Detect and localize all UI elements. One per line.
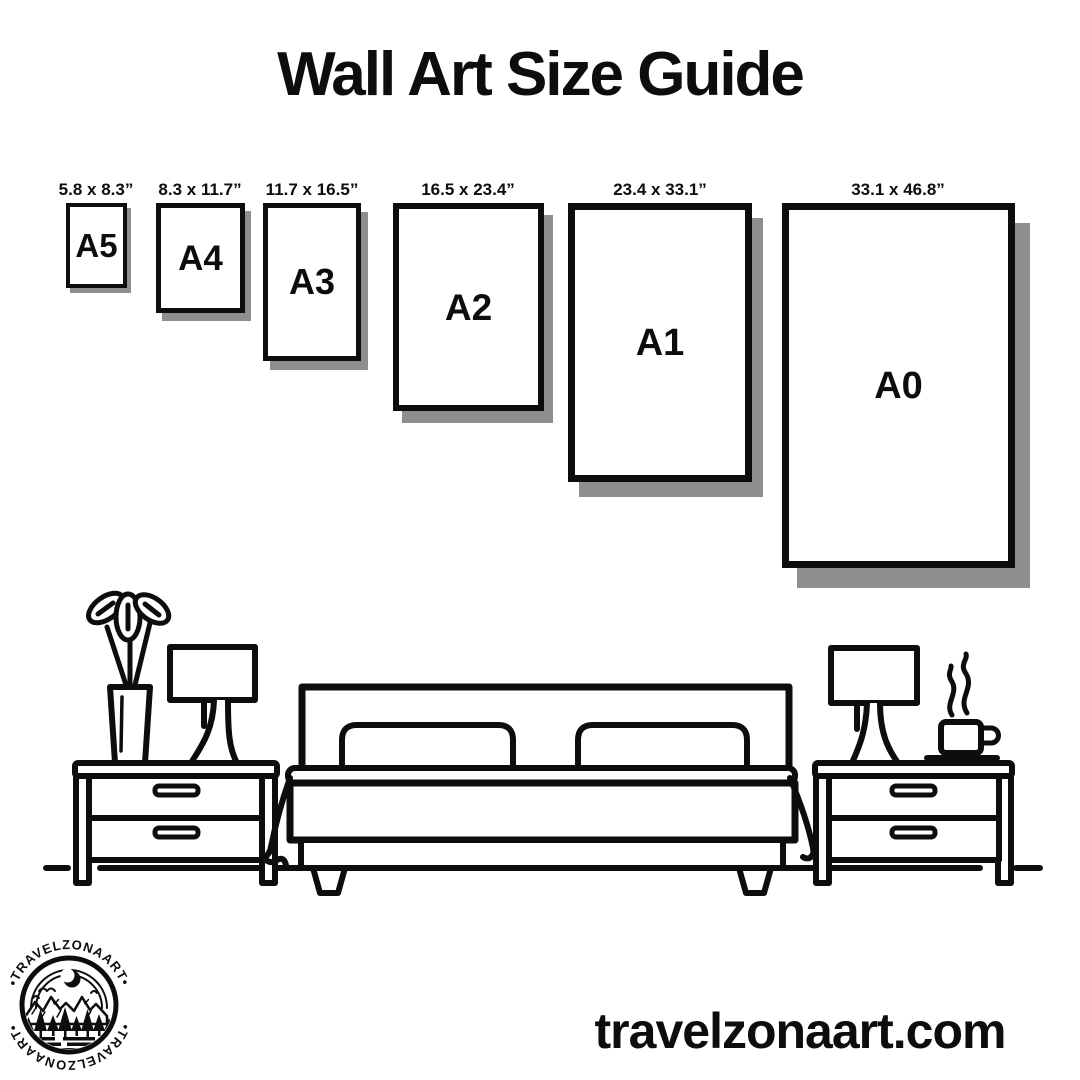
- pillow: [578, 725, 747, 770]
- blanket-hem-left: [264, 858, 286, 865]
- coffee-cup: [927, 654, 999, 758]
- paper-code-label: A4: [178, 238, 223, 278]
- size-dimensions-label: 16.5 x 23.4”: [421, 180, 515, 199]
- table-lamp-right: [831, 648, 917, 763]
- paper-a3: [263, 203, 361, 361]
- paper-a2: [393, 203, 544, 411]
- bed: [264, 687, 813, 893]
- bed-base: [301, 840, 783, 868]
- size-dimensions-label: 23.4 x 33.1”: [613, 180, 707, 199]
- plant-vase: [83, 587, 173, 763]
- size-dimensions-label: 8.3 x 11.7”: [158, 180, 242, 199]
- paper-a0: [782, 203, 1015, 568]
- paper-code-label: A3: [288, 261, 336, 302]
- logo-arc-text-bottom: •TRAVELZONAART•: [4, 1022, 134, 1074]
- paper-code-label: A5: [75, 227, 118, 264]
- bedroom-illustration: [0, 585, 1080, 910]
- bed-leg: [313, 868, 345, 893]
- brand-logo: [3, 934, 135, 1076]
- paper-code-label: A1: [635, 321, 685, 364]
- pillow: [342, 725, 513, 770]
- logo-arc-text-top: •TRAVELZONAART•: [4, 936, 134, 988]
- size-dimensions-label: 5.8 x 8.3”: [58, 180, 134, 199]
- steam-icon: [949, 666, 953, 715]
- page-title: Wall Art Size Guide: [277, 40, 803, 109]
- paper-a5: [66, 203, 127, 288]
- paper-code-label: A2: [444, 286, 493, 328]
- paper-code-label: A0: [874, 364, 923, 407]
- birds-icon: [33, 989, 97, 999]
- table-lamp-left: [170, 647, 255, 763]
- website-url: travelzonaart.com: [594, 1003, 1006, 1059]
- paper-a1: [568, 203, 752, 482]
- forest-icon: [23, 1007, 114, 1037]
- size-dimensions-label: 11.7 x 16.5”: [265, 180, 359, 199]
- size-dimensions-label: 33.1 x 46.8”: [851, 180, 945, 199]
- steam-icon: [963, 654, 968, 713]
- bed-front: [290, 783, 795, 840]
- bed-leg: [739, 868, 771, 893]
- paper-a4: [156, 203, 245, 313]
